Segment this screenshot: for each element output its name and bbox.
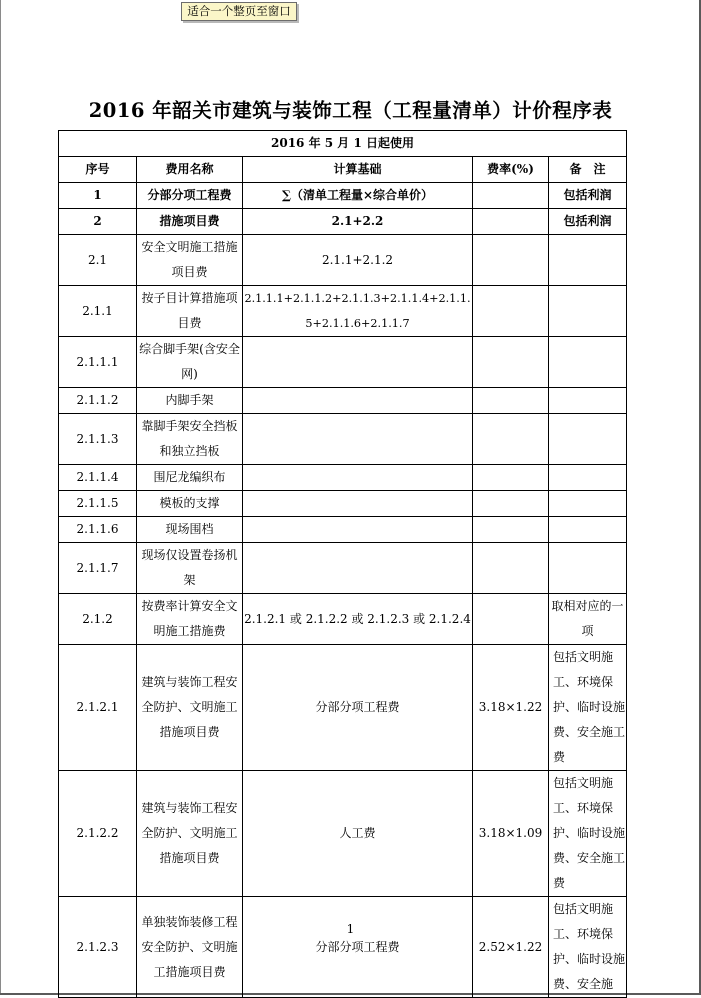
row-name: 综合脚手架(含安全网) [137,337,243,388]
row-basis: 分部分项工程费 [243,897,473,998]
row-note [549,388,627,414]
row-note: 包括利润 [549,183,627,209]
row-rate [473,414,549,465]
row-name: 单独装饰装修工程安全防护、文明施工措施项目费 [137,897,243,998]
row-basis [243,337,473,388]
row-note [549,517,627,543]
row-rate [473,337,549,388]
row-note: 包括文明施工、环境保护、临时设施费、安全施工费 [549,645,627,771]
row-rate [473,465,549,491]
row-no: 2.1.2 [59,594,137,645]
page-number: 1 [346,922,355,936]
row-name: 围尼龙编织布 [137,465,243,491]
row-rate [473,209,549,235]
row-basis: ∑（清单工程量×综合单价） [243,183,473,209]
row-note [549,337,627,388]
row-rate: 2.52×1.22 [473,897,549,998]
row-no: 2.1.1 [59,286,137,337]
header-rate: 费率(%) [473,157,549,183]
row-no: 2.1.1.7 [59,543,137,594]
row-name: 分部分项工程费 [137,183,243,209]
row-name: 内脚手架 [137,388,243,414]
row-no: 2 [59,209,137,235]
row-rate: 3.18×1.22 [473,645,549,771]
document-title: 2016 年韶关市建筑与装饰工程（工程量清单）计价程序表 [88,99,613,122]
table-row [59,771,627,897]
row-note [549,414,627,465]
row-no: 2.1.2.3 [59,897,137,998]
table-row [59,388,627,414]
table-row [59,645,627,771]
row-basis [243,414,473,465]
row-no: 2.1.1.3 [59,414,137,465]
table-row [59,209,627,235]
row-note: 包括利润 [549,209,627,235]
row-rate [473,286,549,337]
row-name: 建筑与装饰工程安全防护、文明施工措施项目费 [137,771,243,897]
row-no: 2.1.2.2 [59,771,137,897]
header-note: 备 注 [549,157,627,183]
row-note [549,543,627,594]
header-basis: 计算基础 [243,157,473,183]
row-no: 2.1.1.5 [59,491,137,517]
row-note [549,235,627,286]
row-note [549,465,627,491]
table-row [59,465,627,491]
row-rate [473,594,549,645]
row-no: 2.1.1.6 [59,517,137,543]
row-rate [473,517,549,543]
table-row [59,286,627,337]
fit-page-to-window-button[interactable]: 适合一个整页至窗口 [181,2,297,21]
row-name: 安全文明施工措施项目费 [137,235,243,286]
row-note: 包括文明施工、环境保护、临时设施费、安全施工费 [549,771,627,897]
row-basis [243,543,473,594]
row-no: 2.1.1.1 [59,337,137,388]
row-rate [473,235,549,286]
row-basis [243,517,473,543]
table-subtitle-row [59,131,627,157]
pricing-procedure-table [58,130,627,998]
row-rate [473,183,549,209]
row-note: 取相对应的一项 [549,594,627,645]
row-name: 建筑与装饰工程安全防护、文明施工措施项目费 [137,645,243,771]
row-name: 措施项目费 [137,209,243,235]
header-no: 序号 [59,157,137,183]
table-row [59,414,627,465]
row-note [549,286,627,337]
row-no: 2.1.1.4 [59,465,137,491]
row-basis: 分部分项工程费 [243,645,473,771]
row-name: 按子目计算措施项目费 [137,286,243,337]
row-basis: 2.1.2.1 或 2.1.2.2 或 2.1.2.3 或 2.1.2.4 [243,594,473,645]
row-rate [473,491,549,517]
row-basis [243,465,473,491]
row-basis: 人工费 [243,771,473,897]
table-row [59,183,627,209]
table-row [59,517,627,543]
row-basis [243,491,473,517]
row-name: 按费率计算安全文明施工措施费 [137,594,243,645]
row-basis: 2.1+2.2 [243,209,473,235]
row-basis: 2.1.1+2.1.2 [243,235,473,286]
row-basis: 2.1.1.1+2.1.1.2+2.1.1.3+2.1.1.4+2.1.1.5+2.1.1.6+2.1.1.7 [243,286,473,337]
row-no: 1 [59,183,137,209]
table-row [59,543,627,594]
row-no: 2.1 [59,235,137,286]
table-row [59,594,627,645]
header-fee-name: 费用名称 [137,157,243,183]
row-note: 包括文明施工、环境保护、临时设施费、安全施 [549,897,627,998]
row-name: 靠脚手架安全挡板和独立挡板 [137,414,243,465]
table-row [59,337,627,388]
row-rate [473,388,549,414]
effective-date-caption: 2016 年 5 月 1 日起使用 [59,131,627,157]
row-note [549,491,627,517]
page-edge-left [0,0,1,995]
table-row [59,235,627,286]
row-name: 模板的支撑 [137,491,243,517]
row-name: 现场围档 [137,517,243,543]
row-no: 2.1.2.1 [59,645,137,771]
row-basis [243,388,473,414]
row-no: 2.1.1.2 [59,388,137,414]
row-name: 现场仅设置卷扬机架 [137,543,243,594]
table-row [59,491,627,517]
row-rate [473,543,549,594]
row-rate: 3.18×1.09 [473,771,549,897]
table-header-row [59,157,627,183]
table-row [59,897,627,998]
